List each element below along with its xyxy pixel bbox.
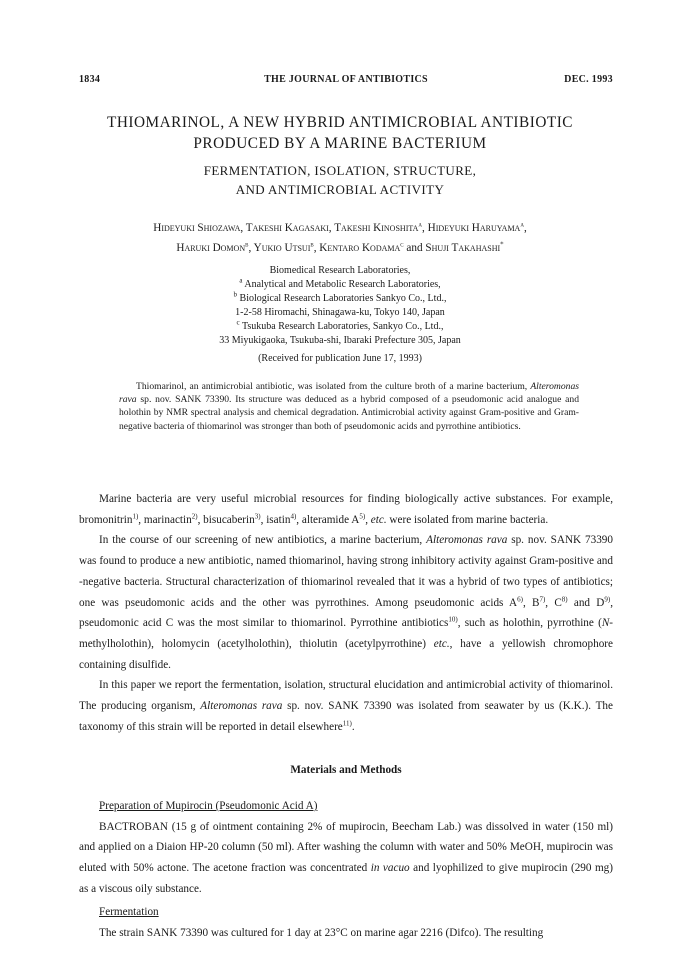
- received-date: (Received for publication June 17, 1993): [258, 353, 422, 364]
- affiliation-mark: c: [236, 318, 240, 327]
- paragraph: [79, 489, 613, 530]
- title-line: THIOMARINOL, A NEW HYBRID ANTIMICROBIAL ANTIBIOTIC: [106, 114, 574, 131]
- text-run: and D: [567, 596, 605, 609]
- author-name: Takeshi Kinoshita: [334, 222, 419, 234]
- reference-mark: 3): [254, 511, 261, 520]
- italic-text: etc.: [433, 637, 450, 650]
- affiliation-mark: a: [239, 276, 243, 285]
- affiliation-mark: a: [520, 220, 524, 229]
- text-run: Thiomarinol, an antimicrobial antibiotic, was isolated from the culture broth of a marine bacterium,: [136, 381, 531, 392]
- author-name: Yukio Utsui: [253, 242, 311, 254]
- title-line: PRODUCED BY A MARINE BACTERIUM: [193, 135, 487, 152]
- paragraph: [79, 530, 613, 675]
- text-run: .: [351, 720, 355, 733]
- reference-mark: 9): [604, 594, 611, 603]
- author-name: Hideyuki Shiozawa: [153, 222, 241, 234]
- text-run: , B: [522, 596, 540, 609]
- abstract-text: [119, 380, 579, 433]
- italic-text: N: [601, 617, 610, 630]
- text-run: , marinactin: [138, 513, 192, 526]
- paragraph: [79, 817, 613, 900]
- text-run: , have a yellowish chromophore containing disulfide.: [79, 637, 613, 671]
- reference-mark: 6): [517, 594, 523, 603]
- subtitle-line: FERMENTATION, ISOLATION, STRUCTURE,: [203, 163, 477, 178]
- affiliation-text: Analytical and Metabolic Research Laboratories,: [242, 279, 441, 290]
- text-run: In this paper we report the fermentation, isolation, structural elucidation and antimicrobial activity of thiomarinol. The producing organism,: [79, 679, 613, 713]
- text-run: and lyophilized to give mupirocin (290 mg) as a viscous oily substance.: [79, 862, 613, 895]
- reference-mark: 11): [342, 719, 352, 727]
- reference-mark: 1): [132, 511, 139, 520]
- affiliation-line: 33 Miyukigaoka, Tsukuba-shi, Ibaraki Prefecture 305, Japan: [219, 335, 461, 346]
- affiliation-line: [60, 278, 620, 292]
- author-conjunction: and: [406, 242, 423, 254]
- author-name: Shuji Takahashi: [425, 242, 501, 254]
- affiliations: [60, 264, 620, 348]
- section-heading: Materials and Methods: [290, 764, 402, 776]
- reference-mark: 5): [359, 511, 366, 520]
- text-run: sp. nov. SANK 73390. Its structure was deduced as a hybrid composed of a pseudomonic acid analogue and holothin by NMR spectral analysis and chemical degradation. Antimicrobial activity against Gram-positive and Gram-negative bacteria of thiomarinol was stronger than both of pseudomonic acids and pyrrothine antibiotics.: [119, 394, 579, 432]
- author-name: Haruki Domon: [176, 242, 246, 254]
- affiliation-line: Biomedical Research Laboratories,: [269, 265, 411, 276]
- affiliation-text: Biological Research Laboratories Sankyo Co., Ltd.,: [237, 293, 447, 304]
- text-run: -methylholothin), holomycin (acetylholothin), thiolutin (acetylpyrrothine): [79, 617, 614, 650]
- introduction: [79, 489, 613, 737]
- text-run: , such as holothin, pyrrothine (: [457, 617, 602, 630]
- reference-mark: 10): [448, 615, 458, 624]
- text-run: , alteramide A: [296, 513, 360, 526]
- article-title: [60, 112, 620, 154]
- abstract: [119, 380, 579, 433]
- paragraph: The strain SANK 73390 was cultured for 1 day at 23°C on marine agar 2216 (Difco). The resulting: [99, 926, 544, 939]
- species-name: Alteromonas rava: [119, 381, 579, 406]
- section-fermentation: [79, 902, 613, 943]
- reference-mark: 2): [191, 511, 198, 520]
- reference-mark: 8): [561, 594, 568, 603]
- text-run: , pseudomonic acid C was the most similar to thiomarinol. Pyrrothine antibiotics: [79, 596, 613, 630]
- reference-mark: 4): [290, 511, 297, 520]
- article-subtitle: [60, 161, 620, 199]
- species-name: Alteromonas rava: [200, 700, 283, 713]
- author-line: Hideyuki Shiozawa, Takeshi Kagasaki, Takeshi Kinoshita$^a$, Hideyuki Haruyama$^a$,: [153, 220, 527, 234]
- subsection-heading: Fermentation: [99, 906, 159, 918]
- affiliation-mark: a: [418, 220, 423, 229]
- species-name: Alteromonas rava: [426, 534, 508, 547]
- text-run: , bisucaberin: [197, 513, 255, 526]
- affiliation-line: 1-2-58 Hiromachi, Shinagawa-ku, Tokyo 140, Japan: [235, 307, 445, 318]
- subsection-heading: Preparation of Mupirocin (Pseudomonic Acid A): [99, 800, 318, 812]
- affiliation-text: Tsukuba Research Laboratories, Sankyo Co., Ltd.,: [239, 321, 444, 332]
- reference-mark: 7): [539, 594, 546, 603]
- text-run: sp. nov. SANK 73390 was found to produce a new antibiotic, named thiomarinol, having strong inhibitory activity against Gram-positive and -negative bacteria. Structural characterization of thiomarinol revealed that it was a hybrid of two types of antibiotics; one was pseudomonic acids and the other was pyrrothines. Among pseudomonic acids A: [79, 534, 613, 609]
- text-run: In the course of our screening of new antibiotics, a marine bacterium,: [99, 534, 427, 547]
- affiliation-mark: b: [233, 290, 238, 299]
- affiliation-mark: b: [310, 240, 314, 249]
- subtitle-line: AND ANTIMICROBIAL ACTIVITY: [235, 182, 445, 197]
- text-run: Marine bacteria are very useful microbial resources for finding biologically active substances. For example, bromonitrin: [79, 493, 613, 526]
- section-mupirocin: [79, 796, 613, 900]
- journal-title: THE JOURNAL OF ANTIBIOTICS: [264, 74, 428, 85]
- text-run: , C: [545, 596, 562, 609]
- author-list: [60, 218, 620, 258]
- text-run: , isatin: [260, 513, 291, 526]
- text-run: ,: [365, 513, 371, 526]
- italic-text: etc.: [370, 513, 387, 526]
- author-name: Hideyuki Haruyama: [427, 222, 521, 234]
- corresponding-mark: *: [500, 240, 504, 249]
- page-number: 1834: [79, 74, 101, 85]
- affiliation-line: [60, 320, 620, 334]
- italic-text: in vacuo: [370, 862, 410, 875]
- text-run: sp. nov. SANK 73390 was isolated from seawater by us (K.K.). The taxonomy of this strain will be reported in detail elsewhere: [79, 700, 613, 733]
- text-run: BACTROBAN (15 g of ointment containing 2% of mupirocin, Beecham Lab.) was dissolved in water (150 ml) and applied on a Diaion HP-20 column (50 ml). After washing the column with water and 50% MeOH, mupirocin was eluted with 50% actone. The acetone fraction was concentrated: [79, 820, 613, 875]
- affiliation-mark: c: [400, 240, 404, 249]
- author-name: Takeshi Kagasaki: [245, 222, 329, 234]
- author-name: Kentaro Kodama: [319, 242, 401, 254]
- paragraph: [79, 675, 613, 737]
- text-run: were isolated from marine bacteria.: [386, 513, 549, 526]
- issue-date: DEC. 1993: [564, 74, 613, 85]
- author-line: Haruki Domon$^b$, Yukio Utsui$^b$, Kentaro Kodama$^c$ and Shuji Takahashi*: [176, 240, 504, 254]
- affiliation-mark: b: [245, 240, 249, 249]
- affiliation-line: [60, 292, 620, 306]
